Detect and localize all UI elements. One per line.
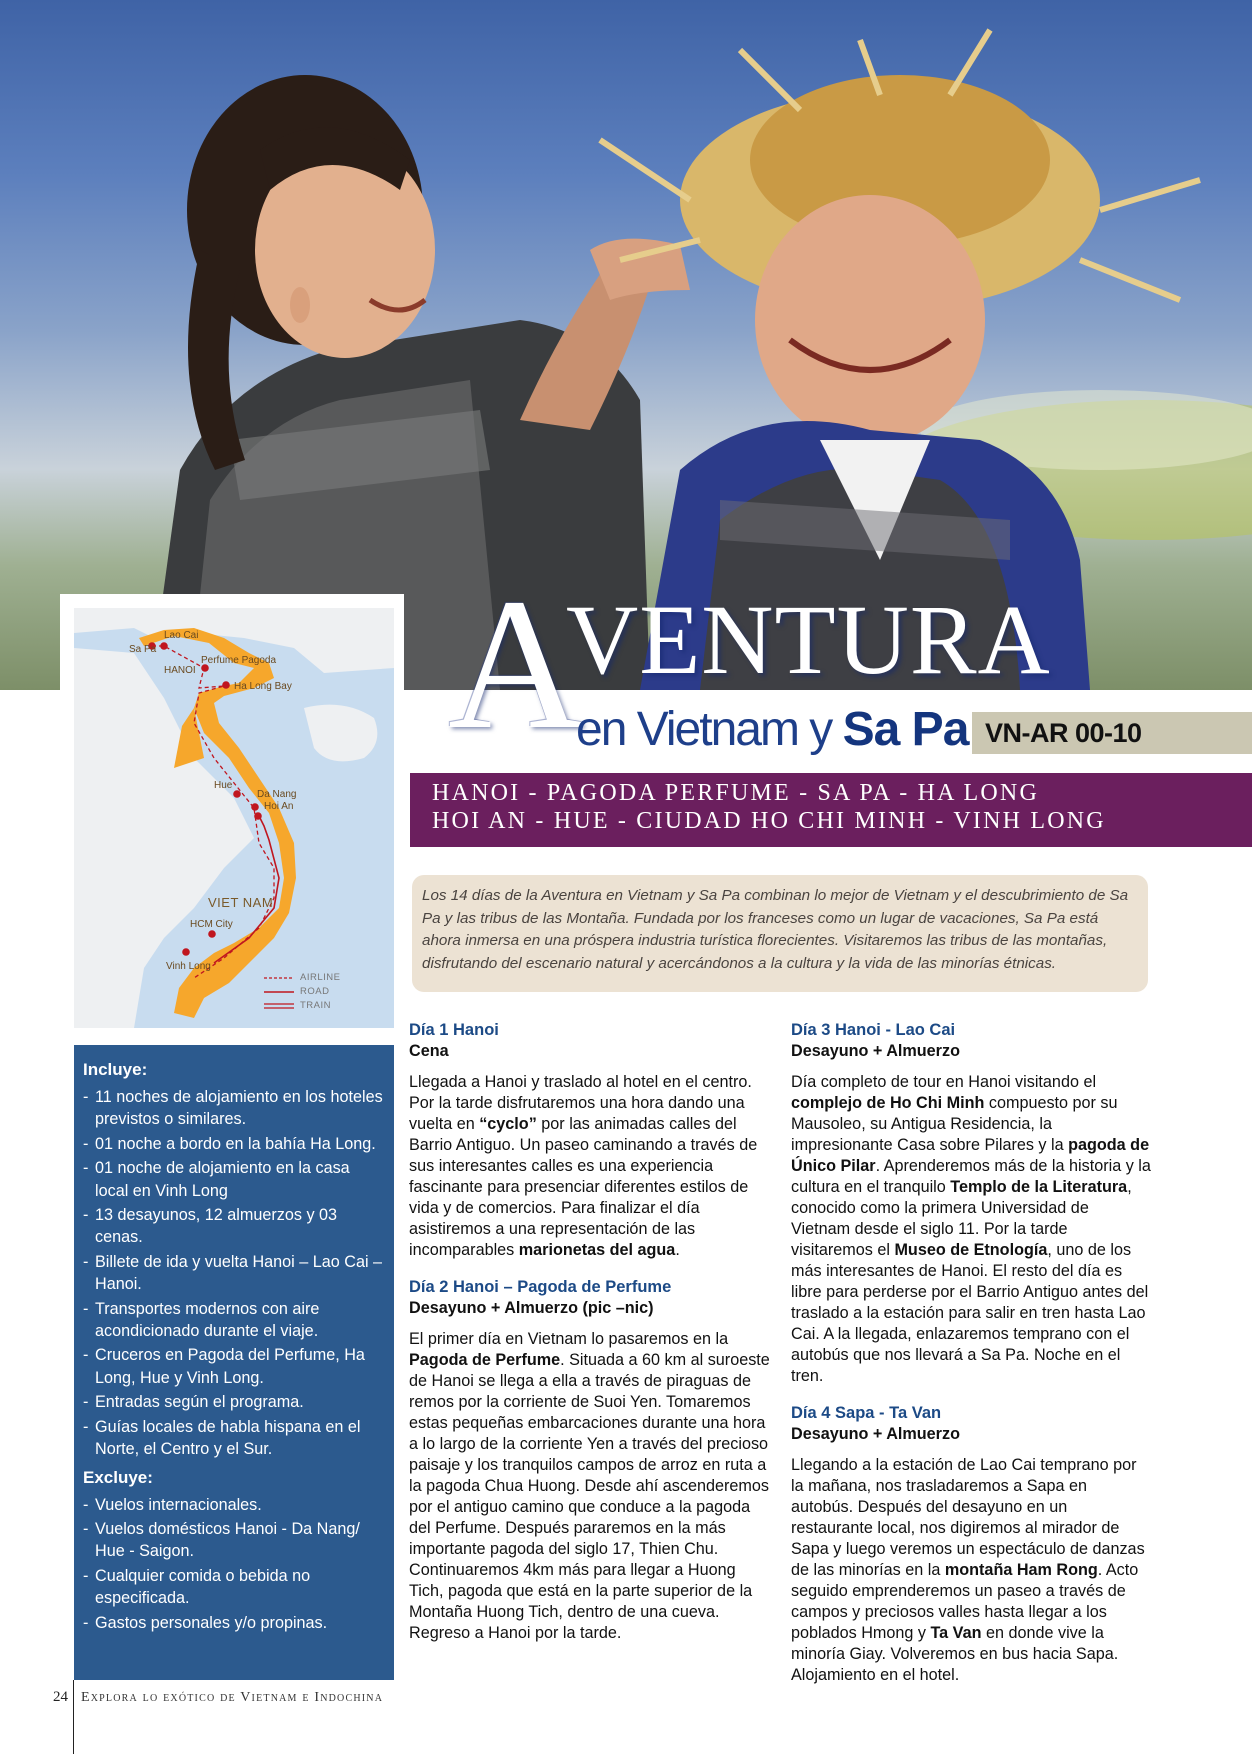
map-label-hcm-city: HCM City (190, 919, 233, 930)
body-text: . Situada a 60 km al suroeste de Hanoi se llega a ella a través de piraguas de remos por la corriente de Suoi Yen. Tomaremos estas pequeñas embarcaciones durante una hora a lo largo de la corriente Yen a través del precioso paisaje y los tranquilos campos de arroz en ruta a la pagoda Chua Huong. Desde ahí ascenderemos por el antiguo camino que conduce a la pagoda del Perfume. Después pararemos en la más importante pagoda del siglo 17, Thien Chu. Continuaremos 4km más para llegar a Huong Tich, pagoda que está en la parte superior de la Montaña Huong Tich, dentro de una cueva. Regreso a Hanoi por la tarde. (409, 1351, 770, 1642)
highlight-text: pagoda de Único Pilar (791, 1136, 1150, 1175)
excludes-item (83, 1494, 386, 1516)
includes-item (83, 1204, 386, 1249)
itinerary-column-right (791, 1020, 1151, 1702)
intro-box (412, 875, 1148, 992)
bullet-dash: - (83, 1299, 89, 1318)
includes-item (83, 1391, 386, 1413)
includes-heading: Incluye: (83, 1060, 148, 1079)
map-label-sa-pa: Sa Pa (129, 644, 157, 655)
route-line-2: HOI AN - HUE - CIUDAD HO CHI MINH - VINH LONG (432, 808, 1106, 834)
body-text: , uno de los más interesantes de Hanoi. El resto del día es libre para perderse por el Barrio Antiguo antes del traslado a la estación para salir en tren hasta Lao Cai. A la llegada, enlazaremos temprano con el autobús que nos llevará a Sa Pa. Noche en el tren. (791, 1241, 1149, 1385)
map-legend-train: TRAIN (300, 1000, 331, 1011)
includes-item (83, 1251, 386, 1296)
highlight-text: Ta Van (930, 1624, 982, 1642)
day-2-title: Día 2 Hanoi – Pagoda de Perfume (409, 1278, 672, 1296)
itinerary-column-left (409, 1020, 771, 1660)
vietnam-map-drawing (74, 608, 394, 1028)
includes-item-text: Transportes modernos con aire acondicionado durante el viaje. (95, 1299, 320, 1341)
excludes-heading: Excluye: (83, 1467, 153, 1487)
excludes-item-text: Vuelos domésticos Hanoi - Da Nang/ Hue - Saigon. (95, 1519, 360, 1561)
excludes-item-text: Gastos personales y/o propinas. (95, 1613, 328, 1632)
map-legend-road: ROAD (300, 986, 330, 997)
bullet-dash: - (83, 1393, 89, 1412)
map-label-hue: Hue (214, 780, 233, 791)
bullet-dash: - (83, 1159, 89, 1178)
excludes-item (83, 1565, 386, 1610)
body-text: Día completo de tour en Hanoi visitando el (791, 1073, 1097, 1091)
includes-item-text: Entradas según el programa. (95, 1393, 304, 1412)
footer-rule (73, 1680, 74, 1754)
highlight-text: complejo de Ho Chi Minh (791, 1094, 985, 1112)
highlight-text: “cyclo” (479, 1115, 537, 1133)
day-1-title: Día 1 Hanoi (409, 1021, 499, 1039)
map-label-vietnam: VIET NAM (208, 895, 274, 910)
excludes-item-text: Vuelos internacionales. (95, 1495, 262, 1514)
day-3-meals: Desayuno + Almuerzo (791, 1042, 960, 1060)
includes-item (83, 1086, 386, 1131)
map-legend-airline: AIRLINE (300, 972, 341, 983)
includes-item (83, 1157, 386, 1202)
map-label-hanoi: HANOI (164, 665, 196, 676)
map-label-perfume-pagoda: Perfume Pagoda (201, 655, 277, 666)
includes-item (83, 1344, 386, 1389)
includes-item-text: 13 desayunos, 12 almuerzos y 03 cenas. (95, 1206, 338, 1247)
body-text: . Acto seguido emprenderemos un paseo a través de campos y preciosos valles hasta llegar a los poblados Hmong y (791, 1561, 1139, 1642)
body-text: El primer día en Vietnam lo pasaremos en la (409, 1330, 729, 1348)
body-text: . Aprenderemos más de la historia y la cultura en el tranquilo (791, 1157, 1151, 1196)
bullet-dash: - (83, 1566, 89, 1585)
route-line-1: HANOI - PAGODA PERFUME - SA PA - HA LONG (432, 780, 1039, 806)
day-1-text (409, 1072, 771, 1261)
subtitle-bold: Sa Pa (842, 703, 969, 756)
bullet-dash: - (83, 1346, 89, 1365)
includes-item (83, 1298, 386, 1343)
highlight-text: montaña Ham Rong (944, 1561, 1098, 1579)
day-4-text (791, 1455, 1151, 1686)
page-number: 24 (53, 1689, 68, 1705)
body-text: . (675, 1241, 680, 1259)
highlight-text: Templo de la Literatura (950, 1178, 1128, 1196)
body-text: compuesto por su Mausoleo, su Antigua Residencia, la impresionante Casa sobre Pilares y la (791, 1094, 1118, 1154)
includes-item (83, 1133, 386, 1155)
map-label-hoi-an: Hoi An (264, 801, 294, 812)
includes-item-text: Billete de ida y vuelta Hanoi – Lao Cai – Hanoi. (95, 1252, 383, 1294)
tour-code-badge: VN-AR 00-10 (972, 712, 1252, 754)
vietnam-route-map (74, 608, 394, 1028)
map-label-vinh-long: Vinh Long (166, 961, 211, 972)
highlight-text: Museo de Etnología (894, 1241, 1048, 1259)
map-label-lao-cai: Lao Cai (164, 630, 199, 641)
body-text: Llegando a la estación de Lao Cai temprano por la mañana, nos trasladaremos a Sapa en autobús. Después del desayuno en un restaurante local, nos digiremos al mirador de Sapa y luego veremos un espectáculo de danzas de las minorías en la (791, 1456, 1145, 1579)
route-banner (410, 773, 1252, 847)
subtitle-prefix: en Vietnam y (576, 703, 843, 756)
day-4-title: Día 4 Sapa - Ta Van (791, 1404, 942, 1422)
body-text: en donde vive la minoría Giay. Volveremos en bus hacia Sapa. Alojamiento en el hotel. (791, 1624, 1119, 1684)
excludes-item-text: Cualquier comida o bebida no especificada. (95, 1566, 311, 1608)
body-text: Llegada a Hanoi y traslado al hotel en el centro. Por la tarde disfrutaremos una hora dando una vuelta en (409, 1073, 752, 1133)
day-4-meals: Desayuno + Almuerzo (791, 1425, 960, 1443)
map-label-da-nang: Da Nang (257, 789, 297, 800)
title-big-letter: A (448, 559, 584, 768)
subtitle (576, 703, 969, 756)
day-3-text (791, 1072, 1151, 1387)
excludes-list (83, 1494, 386, 1634)
includes-excludes-box (74, 1045, 394, 1680)
bullet-dash: - (83, 1252, 89, 1271)
highlight-text: Pagoda de Perfume (409, 1351, 561, 1369)
bullet-dash: - (83, 1519, 89, 1538)
day-1-meals: Cena (409, 1042, 449, 1060)
highlight-text: marionetas del agua (518, 1241, 676, 1259)
body-text: por las animadas calles del Barrio Antiguo. Un paseo caminando a través de sus interesantes calles es una experiencia fascinante para presenciar diferentes estilos de vida y de comercios. Para finalizar el día asistiremos a una representación de las incomparables (409, 1115, 758, 1259)
intro-text: Los 14 días de la Aventura en Vietnam y Sa Pa combinan lo mejor de Vietnam y el descubrimiento de Sa Pa y las tribus de las Montaña. Fundada por los franceses como un lugar de vacaciones, Sa Pa está ahora inmersa en una próspera industria turística florecientes. Visitaremos las tribus de las montañas, disfrutando del escenario natural y acercándonos a la cultura y la vida de las minorías étnicas. (422, 887, 1129, 972)
includes-item-text: 01 noche a bordo en la bahía Ha Long. (95, 1134, 376, 1153)
includes-item-text: 11 noches de alojamiento en los hoteles previstos o similares. (95, 1088, 383, 1129)
day-2-text (409, 1329, 771, 1644)
bullet-dash: - (83, 1206, 89, 1225)
excludes-item (83, 1518, 386, 1563)
day-3-title: Día 3 Hanoi - Lao Cai (791, 1021, 956, 1039)
title-text: VENTURA (566, 584, 1051, 695)
includes-item-text: Cruceros en Pagoda del Perfume, Ha Long, Hue y Vinh Long. (95, 1346, 365, 1387)
includes-list (83, 1086, 386, 1461)
day-2-meals: Desayuno + Almuerzo (pic –nic) (409, 1299, 654, 1317)
excludes-item (83, 1612, 386, 1634)
includes-item-text: Guías locales de habla hispana en el Norte, el Centro y el Sur. (95, 1417, 361, 1459)
bullet-dash: - (83, 1417, 89, 1436)
bullet-dash: - (83, 1613, 89, 1632)
bullet-dash: - (83, 1495, 89, 1514)
body-text: , conocido como la primera Universidad de Vietnam desde el siglo 11. Por la tarde visitaremos el (791, 1178, 1132, 1259)
bullet-dash: - (83, 1088, 89, 1106)
map-label-ha-long-bay: Ha Long Bay (234, 681, 292, 692)
includes-item (83, 1416, 386, 1461)
includes-item-text: 01 noche de alojamiento en la casa local en Vinh Long (95, 1159, 350, 1200)
bullet-dash: - (83, 1134, 89, 1153)
footer-text: Explora lo exótico de Vietnam e Indochina (81, 1690, 384, 1705)
